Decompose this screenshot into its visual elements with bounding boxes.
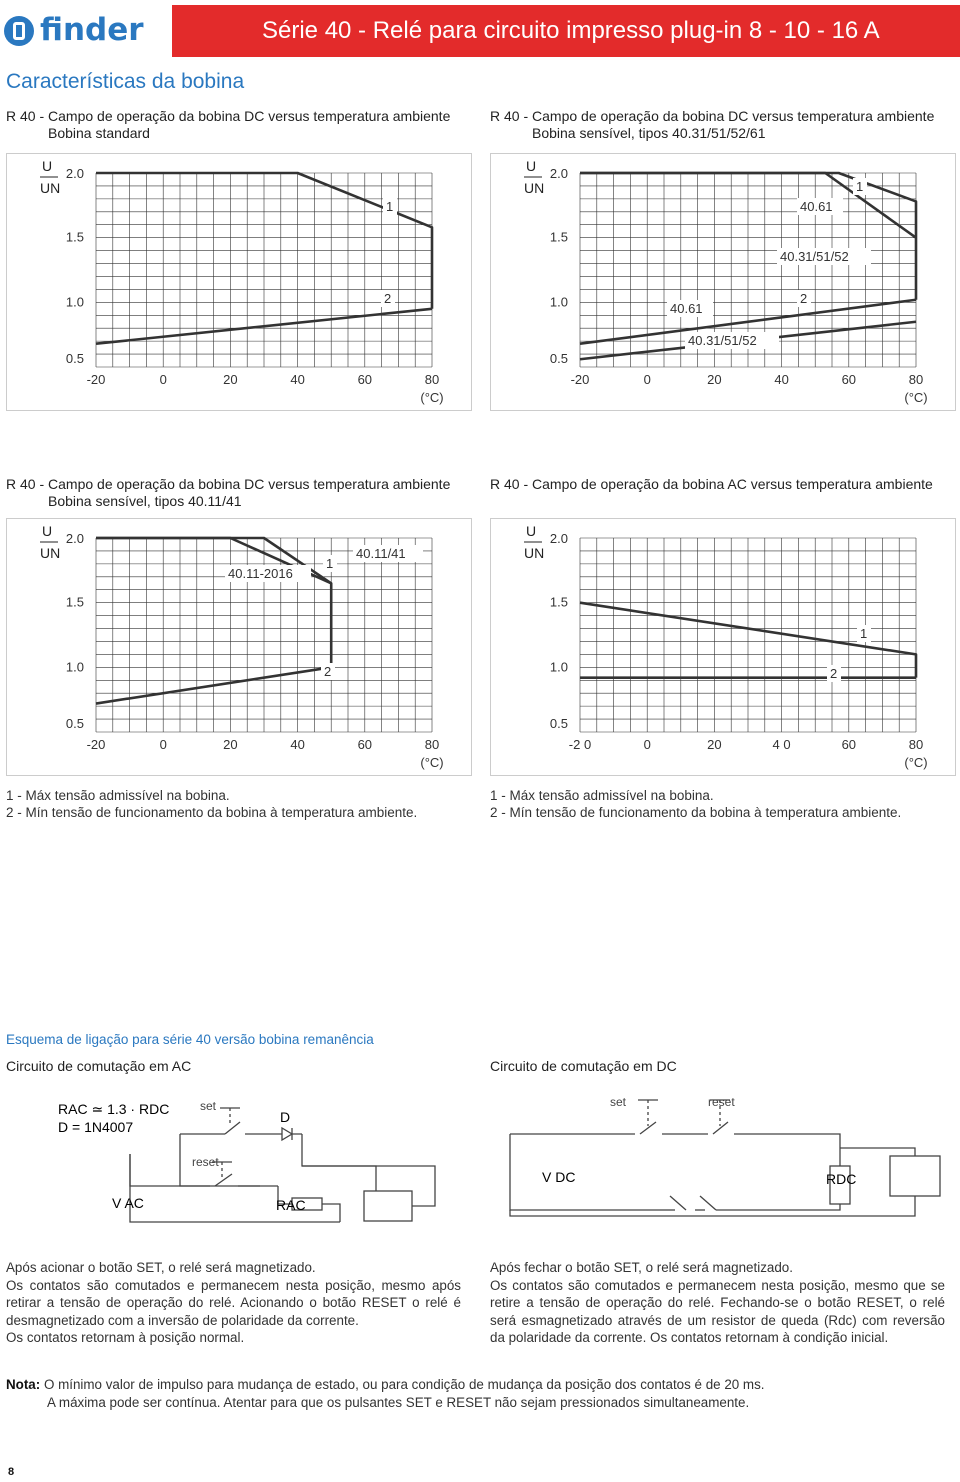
y-axis-label-numerator: U (42, 158, 53, 174)
y-axis-label-numerator: U (42, 523, 53, 539)
chart-1-title: R 40 - Campo de operação da bobina DC versus temperatura ambiente (6, 108, 451, 124)
x-tick-label: -20 (570, 372, 590, 387)
x-tick-label: 0 (159, 372, 167, 387)
chart-2-subtitle: Bobina sensível, tipos 40.31/51/52/61 (532, 125, 766, 141)
x-tick-label: 60 (841, 372, 857, 387)
chart-3-title: R 40 - Campo de operação da bobina DC versus temperatura ambiente (6, 476, 451, 492)
x-axis-unit: (°C) (420, 755, 444, 770)
x-tick-label: 20 (707, 737, 722, 752)
y-tick-label: 1.0 (65, 294, 84, 310)
chart-2-sensitive-coil (490, 153, 956, 411)
dc-resistor-label: RDC (826, 1171, 857, 1187)
legend-right (490, 787, 901, 821)
curve-label: 2 (384, 291, 392, 306)
ac-circuit-title: Circuito de comutação em AC (6, 1058, 192, 1074)
ac-reset-label: reset (192, 1155, 219, 1169)
x-tick-label: 80 (424, 372, 440, 387)
note-line-1: O mínimo valor de impulso para mudança de estado, ou para condição de mudança da posição dos contatos é de 20 ms. (43, 1377, 765, 1392)
legend-left (6, 787, 417, 821)
curve-label: 40.11/41 (356, 546, 406, 561)
x-tick-label: 20 (707, 372, 722, 387)
y-axis-label-numerator: U (526, 523, 537, 539)
dc-circuit-diagram (490, 1086, 956, 1226)
page-number: 8 (8, 1466, 15, 1478)
chart-4-ac-coil (490, 518, 956, 776)
x-tick-label: 0 (643, 372, 651, 387)
ac-paragraph-1: Após acionar o botão SET, o relé será magnetizado. (6, 1260, 316, 1275)
finder-logo-icon (4, 16, 34, 46)
ac-diode-d-label: D (280, 1109, 291, 1125)
curve-label: 40.11-2016 (228, 566, 293, 581)
x-tick-label: 60 (841, 737, 857, 752)
ac-paragraph-3: Os contatos retornam à posição normal. (6, 1330, 245, 1346)
ac-voltage-label: V AC (112, 1195, 144, 1211)
y-tick-label: 0.5 (65, 351, 84, 366)
dc-reset-label: reset (708, 1095, 735, 1109)
note-label: Nota: (6, 1377, 41, 1392)
brand-name: finder (40, 12, 144, 48)
ac-circuit-diagram (40, 1086, 470, 1226)
chart-frame (491, 154, 956, 411)
chart-3-subtitle: Bobina sensível, tipos 40.11/41 (48, 493, 242, 509)
curve-label: 40.61 (670, 301, 703, 316)
y-tick-label: 0.5 (65, 716, 84, 731)
finder-logo (4, 12, 154, 52)
x-tick-label: 20 (223, 372, 238, 387)
chart-frame (491, 519, 956, 776)
note (6, 1376, 946, 1412)
x-axis-unit: (°C) (904, 755, 928, 770)
page-title: Série 40 - Relé para circuito impresso plug-in 8 - 10 - 16 A (262, 17, 880, 44)
x-tick-label: 80 (908, 737, 924, 752)
x-tick-label: 40 (774, 372, 789, 387)
chart-frame (7, 154, 472, 411)
y-axis-label-numerator: U (526, 158, 537, 174)
legend-right-line-2: 2 - Mín tensão de funcionamento da bobina à temperatura ambiente. (490, 805, 902, 820)
curve-label: 1 (326, 556, 334, 571)
x-tick-label: 60 (357, 372, 373, 387)
legend-left-line-2: 2 - Mín tensão de funcionamento da bobina à temperatura ambiente. (6, 805, 418, 820)
dc-description (490, 1259, 945, 1347)
chart-2-title: R 40 - Campo de operação da bobina DC versus temperatura ambiente (490, 108, 935, 124)
y-tick-label: 0.5 (549, 351, 568, 366)
curve-label: 1 (860, 626, 868, 641)
ac-resistor-label: RAC (276, 1197, 306, 1213)
chart-3-sensitive-coil-40-11 (6, 518, 472, 776)
x-tick-label: 40 (290, 737, 305, 752)
ac-paragraph-2: Os contatos são comutados e permanecem nesta posição, mesmo após retirar a tensão de operação do relé. Acionando o botão RESET o relé é desmagnetizado com a inversão de polaridade da corrente. (6, 1277, 461, 1328)
dc-voltage-label: V DC (542, 1169, 576, 1185)
x-tick-label: 0 (159, 737, 167, 752)
x-axis-unit: (°C) (904, 390, 928, 405)
y-tick-label: 1.5 (65, 594, 84, 610)
curve-label: 2 (324, 664, 332, 679)
chart-4-title: R 40 - Campo de operação da bobina AC versus temperatura ambiente (490, 476, 933, 492)
curve-label: 40.31/51/52 (780, 249, 849, 264)
y-tick-label: 1.5 (549, 594, 568, 610)
y-tick-label: 1.0 (549, 294, 568, 310)
y-tick-label: 1.5 (65, 229, 84, 245)
ac-formula: RAC ≃ 1.3 · RDC (58, 1101, 170, 1117)
chart-3-title-block (6, 476, 450, 510)
ac-description (6, 1259, 461, 1347)
x-tick-label: 4 0 (772, 737, 791, 752)
x-tick-label: 0 (643, 737, 651, 752)
legend-left-line-1: 1 - Máx tensão admissível na bobina. (6, 788, 230, 803)
x-tick-label: 40 (290, 372, 305, 387)
y-tick-label: 1.5 (549, 229, 568, 245)
dc-paragraph-2: Os contatos são comutados e permanecem nesta posição, mesmo que se retire a tensão de operação do relé. Fechando-se o botão RESET, o relé será esmagnetizado através de um resistor de queda (Rdc) com reversão da polaridade da corrente. Os contatos retornam à condição inicial. (490, 1277, 945, 1346)
dc-circuit-title: Circuito de comutação em DC (490, 1058, 677, 1074)
y-tick-label: 1.0 (549, 659, 568, 675)
x-tick-label: 80 (908, 372, 924, 387)
curve-label: 40.31/51/52 (688, 333, 757, 348)
x-tick-label: -20 (86, 372, 106, 387)
schema-title: Esquema de ligação para série 40 versão bobina remanência (6, 1032, 374, 1047)
y-axis-label-denominator: UN (524, 180, 545, 196)
x-axis-unit: (°C) (420, 390, 444, 405)
chart-1-subtitle: Bobina standard (48, 125, 150, 141)
curve-label: 1 (386, 199, 394, 214)
chart-4-title-block (490, 476, 933, 493)
x-tick-label: 60 (357, 737, 373, 752)
y-tick-label: 0.5 (549, 716, 568, 731)
y-axis-label-denominator: UN (40, 545, 61, 561)
dc-set-label: set (610, 1095, 627, 1109)
x-tick-label: 80 (424, 737, 440, 752)
x-tick-label: 20 (223, 737, 238, 752)
y-axis-label-denominator: UN (40, 180, 61, 196)
y-tick-label: 1.0 (65, 659, 84, 675)
y-tick-label: 2.0 (549, 531, 568, 546)
x-tick-label: -20 (86, 737, 106, 752)
curve-label: 2 (800, 291, 808, 306)
curve-label: 2 (830, 666, 838, 681)
y-tick-label: 2.0 (549, 166, 568, 181)
dc-paragraph-1: Após fechar o botão SET, o relé será magnetizado. (490, 1260, 793, 1275)
note-line-2: A máxima pode ser contínua. Atentar para que os pulsantes SET e RESET não sejam pressionados simultaneamente. (47, 1395, 750, 1410)
section-title: Características da bobina (6, 70, 245, 93)
x-tick-label: -2 0 (568, 737, 592, 752)
chart-1-standard-coil (6, 153, 472, 411)
curve-label: 40.61 (800, 199, 833, 214)
chart-2-title-block (490, 108, 934, 142)
ac-diode-label: D = 1N4007 (58, 1119, 134, 1135)
curve-label: 1 (856, 179, 864, 194)
y-tick-label: 2.0 (65, 166, 84, 181)
y-tick-label: 2.0 (65, 531, 84, 546)
legend-right-line-1: 1 - Máx tensão admissível na bobina. (490, 788, 714, 803)
ac-set-label: set (200, 1099, 217, 1113)
y-axis-label-denominator: UN (524, 545, 545, 561)
chart-1-title-block (6, 108, 450, 142)
